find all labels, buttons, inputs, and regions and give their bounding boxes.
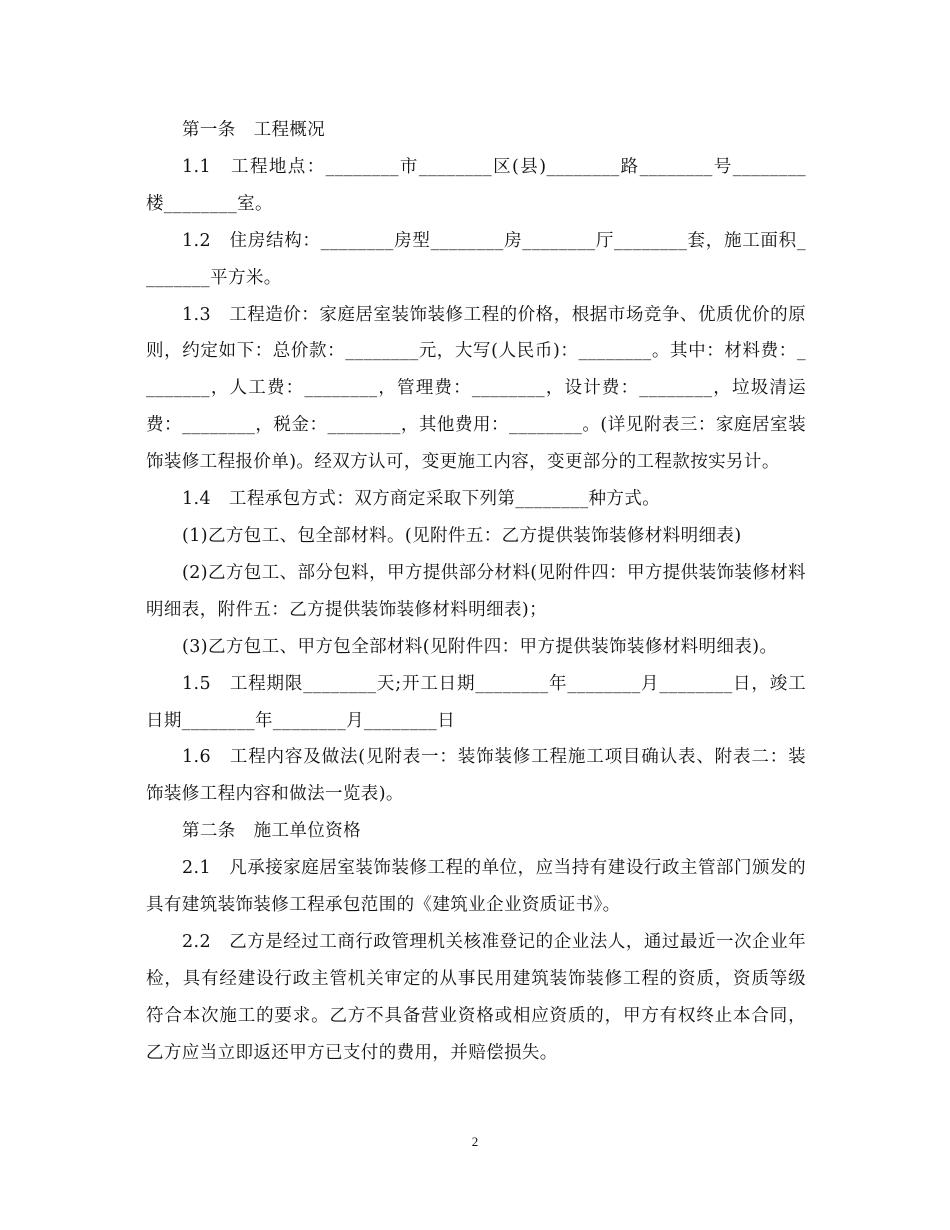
clause-1-1: 1.1 工程地点：________市________区(县)________路________号________楼________室。 xyxy=(146,156,806,214)
article-1-heading: 第一条 工程概况 xyxy=(182,120,326,140)
clause-1-2: 1.2 住房结构：________房型________房________厅________套，施工面积________平方米。 xyxy=(146,230,806,288)
clause-1-4: 1.4 工程承包方式：双方商定采取下列第________种方式。 xyxy=(182,489,661,510)
clause-1-5: 1.5 工程期限________天;开工日期________年________月________日，竣工日期________年________月________日 xyxy=(146,673,806,731)
clause-1-6: 1.6 工程内容及做法(见附表一：装饰装修工程施工项目确认表、附表二：装饰装修工程内容和做法一览表)。 xyxy=(146,747,806,805)
document-body xyxy=(146,112,806,1072)
clause-2-1: 2.1 凡承接家庭居室装饰装修工程的单位，应当持有建设行政主管部门颁发的具有建筑装饰装修工程承包范围的《建筑业企业资质证书》。 xyxy=(146,858,806,916)
page-number: 2 xyxy=(471,1134,479,1149)
clause-2-2: 2.2 乙方是经过工商行政管理机关核准登记的企业法人，通过最近一次企业年检，具有经建设行政主管机关审定的从事民用建筑装饰装修工程的资质，资质等级符合本次施工的要求。乙方不具备营业资格或相应资质的，甲方有权终止本合同，乙方应当立即返还甲方已支付的费用，并赔偿损失。 xyxy=(146,931,806,1063)
option-2: (2)乙方包工、部分包料，甲方提供部分材料(见附件四：甲方提供装饰装修材料明细表，附件五：乙方提供装饰装修材料明细表)； xyxy=(146,562,806,620)
option-1: (1)乙方包工、包全部材料。(见附件五：乙方提供装饰装修材料明细表) xyxy=(182,525,742,546)
option-3: (3)乙方包工、甲方包全部材料(见附件四：甲方提供装饰装修材料明细表)。 xyxy=(182,636,778,657)
article-2-heading: 第二条 施工单位资格 xyxy=(182,821,361,842)
clause-1-3: 1.3 工程造价：家庭居室装饰装修工程的价格，根据市场竞争、优质优价的原则，约定如下：总价款：________元，大写(人民币)：________。其中：材料费：________，人工费：________，管理费：________，设计费：________，垃圾清运费：________，税金：________，其他费用：________。(详见附表三：家庭居室装饰装修工程报价单)。经双方认可，变更施工内容，变更部分的工程款按实另计。 xyxy=(146,304,806,473)
